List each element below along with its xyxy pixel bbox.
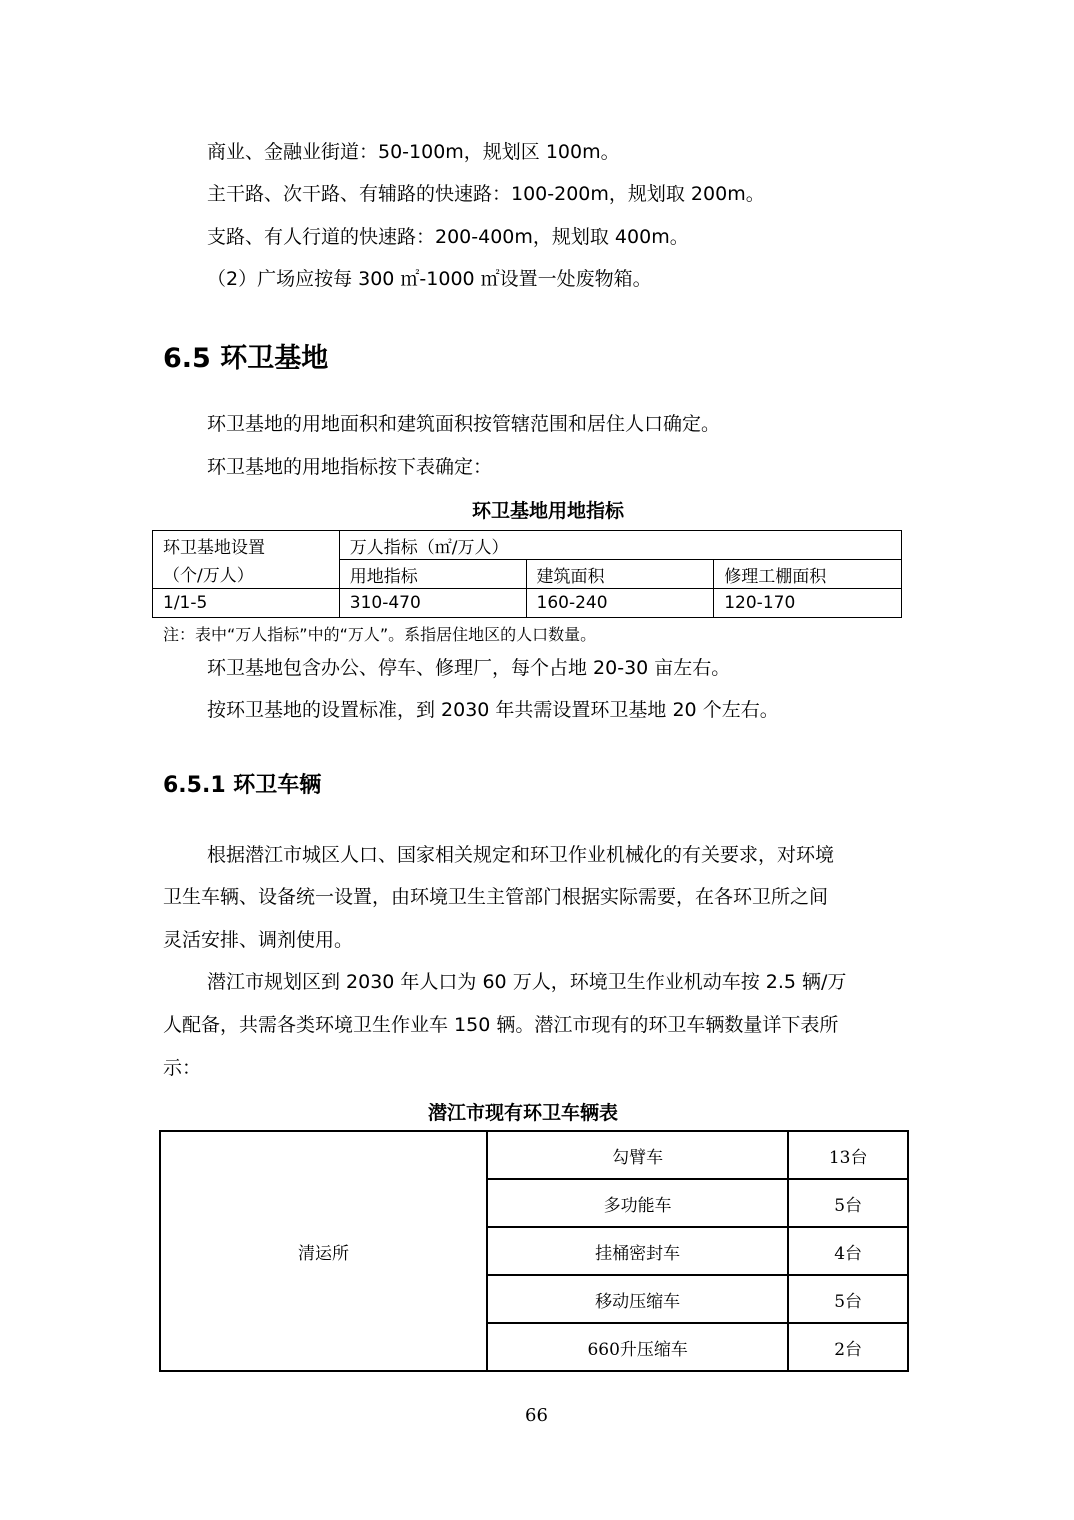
table-cell: 1/1-5 [153,589,340,618]
section-heading: 6.5 环卫基地 [163,343,329,374]
table-caption: 潜江市现有环卫车辆表 [428,1102,619,1124]
land-index-table [152,530,902,618]
table-note: 注：表中“万人指标”中的“万人”。系指居住地区的人口数量。 [163,625,597,644]
paragraph-line: 灵活安排、调剂使用。 [163,929,354,951]
paragraph: 按环卫基地的设置标准，到 2030 年共需设置环卫基地 20 个左右。 [207,699,779,721]
table-cell: 120-170 [714,589,902,618]
table-group-header: 万人指标（㎡/万人） [339,531,901,560]
vehicle-name: 移动压缩车 [487,1275,788,1323]
vehicle-table [159,1130,909,1372]
table-group-cell: 清运所 [160,1131,487,1371]
table-header-cell: （个/万人） [153,560,340,589]
vehicle-count: 5台 [788,1179,908,1227]
vehicle-name: 多功能车 [487,1179,788,1227]
subsection-heading: 6.5.1 环卫车辆 [163,773,322,798]
table-cell: 160-240 [526,589,714,618]
table-header-cell: 修理工棚面积 [714,560,902,589]
table-header-cell: 建筑面积 [526,560,714,589]
paragraph: 环卫基地包含办公、停车、修理厂，每个占地 20-30 亩左右。 [207,657,731,679]
paragraph-line: 根据潜江市城区人口、国家相关规定和环卫作业机械化的有关要求，对环境 [207,844,835,866]
table-caption: 环卫基地用地指标 [472,500,625,522]
paragraph: 环卫基地的用地面积和建筑面积按管辖范围和居住人口确定。 [207,413,721,435]
vehicle-count: 5台 [788,1275,908,1323]
intro-line: 商业、金融业街道：50-100m，规划区 100m。 [207,141,620,163]
paragraph-line: 示： [163,1057,202,1079]
vehicle-name: 660升压缩车 [487,1323,788,1371]
vehicle-name: 勾臂车 [487,1131,788,1179]
table-header-cell: 用地指标 [339,560,526,589]
paragraph-line: 人配备，共需各类环境卫生作业车 150 辆。潜江市现有的环卫车辆数量详下表所 [163,1014,839,1036]
paragraph-line: 卫生车辆、设备统一设置，由环境卫生主管部门根据实际需要，在各环卫所之间 [163,886,829,908]
vehicle-name: 挂桶密封车 [487,1227,788,1275]
table-row [160,1131,908,1179]
table-header-cell: 环卫基地设置 [153,531,340,560]
paragraph: 环卫基地的用地指标按下表确定： [207,456,493,478]
table-cell: 310-470 [339,589,526,618]
vehicle-count: 4台 [788,1227,908,1275]
table-row [153,589,902,618]
vehicle-count: 2台 [788,1323,908,1371]
paragraph-line: 潜江市规划区到 2030 年人口为 60 万人，环境卫生作业机动车按 2.5 辆/万 [207,971,847,993]
intro-line: （2）广场应按每 300 ㎡-1000 ㎡设置一处废物箱。 [207,268,652,290]
vehicle-count: 13台 [788,1131,908,1179]
intro-line: 主干路、次干路、有辅路的快速路：100-200m，规划取 200m。 [207,183,765,205]
page-number: 66 [525,1405,548,1426]
intro-line: 支路、有人行道的快速路：200-400m，规划取 400m。 [207,226,689,248]
